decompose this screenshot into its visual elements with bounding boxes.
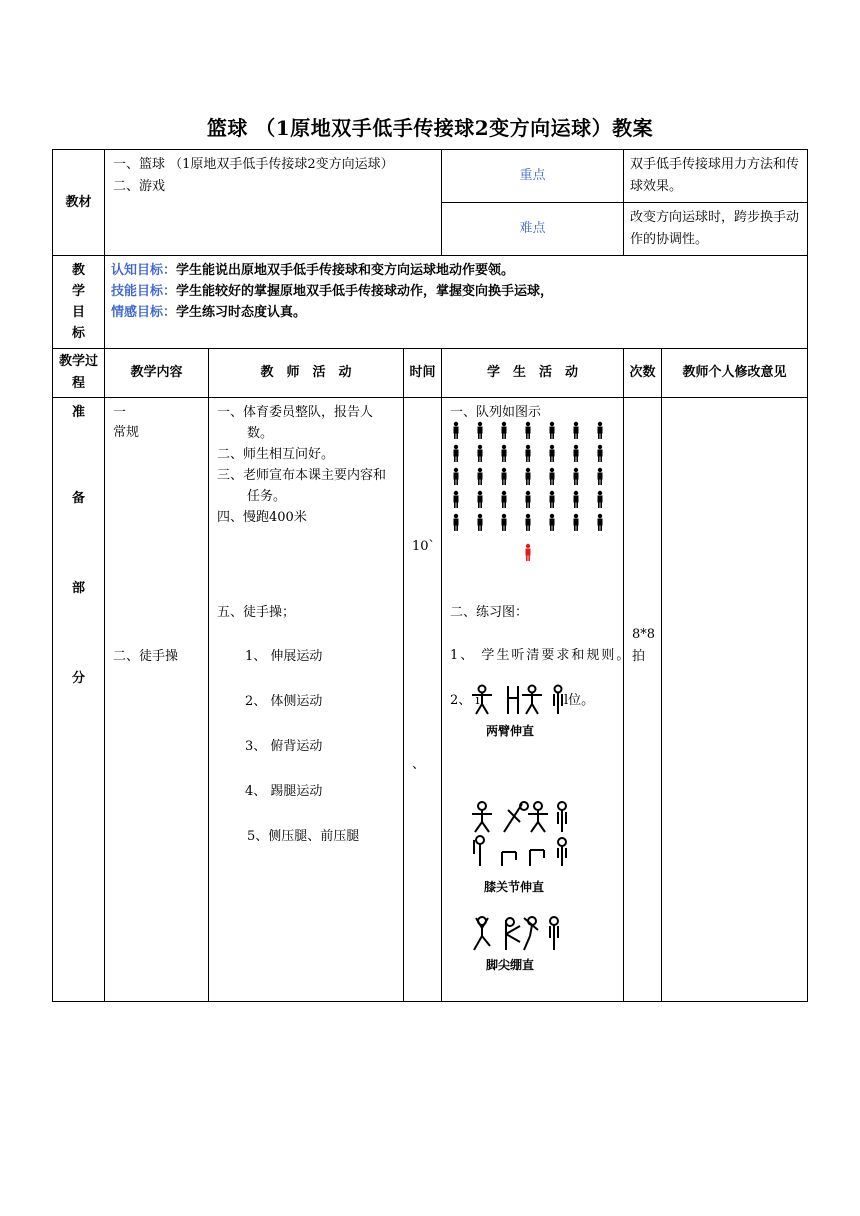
student-figure [574,422,579,439]
prep-teacher-activities [209,398,404,1002]
phase-char: 部 [71,581,85,596]
teacher-item: 三、老师宣布本课主要内容和任务。 [217,468,387,504]
student-figure [502,491,507,508]
student-figure [574,491,579,508]
time-value: 10` [412,539,436,554]
student-item-2-tail: l位。 [564,690,594,712]
student-figure [454,422,459,439]
student-figure [550,422,555,439]
student-figure [574,445,579,462]
student-figure [598,445,603,462]
lesson-plan-table [52,149,808,1002]
page-title: 篮球 （1原地双手低手传接球2变方向运球）教案 [206,116,654,140]
exercise-item: 4、 踢腿运动 [245,784,323,799]
cognitive-goal-text: 学生能说出原地双手低手传接球和变方向运球地动作要领。 [176,263,515,278]
student-figure [550,514,555,531]
key-text: 双手低手传接球用力方法和传球效果。 [624,150,808,203]
goals-content [105,256,808,349]
skill-goal-label: 技能目标： [111,284,177,299]
student-figure [502,514,507,531]
prep-count [624,398,662,1002]
count-value: 8*8拍 [632,627,656,664]
student-figure [502,422,507,439]
student-figure [550,468,555,485]
time-mark: 、 [412,757,426,772]
student-figure [550,445,555,462]
emotion-goal-text: 学生练习时态度认真。 [176,305,307,320]
figure-caption-3: 脚尖绷直 [486,958,535,972]
student-figure [550,491,555,508]
student-figure [478,445,483,462]
student-item-1: 1、 学生听清要求和规则。 [450,648,632,663]
student-figure [478,422,483,439]
student-figure [502,445,507,462]
student-figure [526,491,531,508]
header-process: 教学过程 [53,349,105,398]
formation-diagram [444,420,614,570]
student-figure [502,468,507,485]
student-figure [478,468,483,485]
student-practice-text: 二、练习图： [450,605,529,620]
student-figure [454,514,459,531]
stretch-figures-1 [470,684,580,720]
skill-goal-text: 学生能较好的掌握原地双手低手传接球动作，掌握变向换手运球， [176,284,554,299]
header-student: 学 生 活 动 [442,349,624,398]
stretch-figures-2 [472,800,582,872]
student-figure [478,491,483,508]
student-figure [526,445,531,462]
teacher-item: 二、师生相互问好。 [217,447,335,462]
student-figure [526,468,531,485]
student-figure [478,514,483,531]
student-figure [454,445,459,462]
exercise-item: 5、侧压腿、前压腿 [247,829,360,844]
student-figure [598,491,603,508]
prep-content [105,398,209,1002]
prep-phase-label [53,398,105,1002]
phase-char: 备 [71,491,85,506]
content-freehand: 二、徒手操 [113,649,179,664]
goals-char: 目 [71,305,85,320]
phase-char: 准 [71,405,85,420]
student-figure [526,514,531,531]
difficulty-label: 难点 [442,203,624,256]
prep-time [404,398,442,1002]
goals-char: 学 [71,284,85,299]
prep-student-activities [442,398,632,1002]
student-figure [574,514,579,531]
materials-items [105,150,442,256]
exercise-item: 3、 俯背运动 [245,739,323,754]
difficulty-text: 改变方向运球时，跨步换手动作的协调性。 [624,203,808,256]
goals-char: 标 [71,326,85,341]
stretch-figures-3 [472,916,572,954]
content-routine-num: 一 [113,405,127,420]
content-routine: 常规 [113,425,140,440]
header-count: 次数 [624,349,662,398]
teacher-freehand: 五、徒手操； [217,605,296,620]
key-label: 重点 [442,150,624,203]
student-figure [598,422,603,439]
materials-item-2: 二、游戏 [113,179,166,194]
figure-caption-1: 两臂伸直 [486,724,535,738]
header-notes: 教师个人修改意见 [662,349,808,398]
exercise-item: 2、 体侧运动 [245,694,323,709]
figure-caption-2: 膝关节伸直 [484,880,545,894]
teacher-item: 一、体育委员整队，报告人数。 [217,405,374,441]
goals-label [53,256,105,349]
student-figure [574,468,579,485]
student-formation-text: 一、队列如图示 [450,405,542,420]
exercise-item: 1、 伸展运动 [245,649,323,664]
student-figure [526,422,531,439]
student-figure [454,468,459,485]
teacher-figure [526,544,531,561]
emotion-goal-label: 情感目标： [111,305,177,320]
teacher-item: 四、慢跑400米 [217,510,307,525]
header-teacher: 教 师 活 动 [209,349,404,398]
student-figure [598,514,603,531]
student-figure [598,468,603,485]
materials-item-1: 一、篮球 （1原地双手低手传接球2变方向运球） [113,157,394,172]
student-figure [454,491,459,508]
student-item-2: 2、 i [450,693,480,708]
phase-char: 分 [71,671,85,686]
prep-notes [662,398,808,1002]
cognitive-goal-label: 认知目标： [111,263,177,278]
materials-label: 教材 [53,150,105,256]
header-content: 教学内容 [105,349,209,398]
header-time: 时间 [404,349,442,398]
goals-char: 教 [71,263,85,278]
